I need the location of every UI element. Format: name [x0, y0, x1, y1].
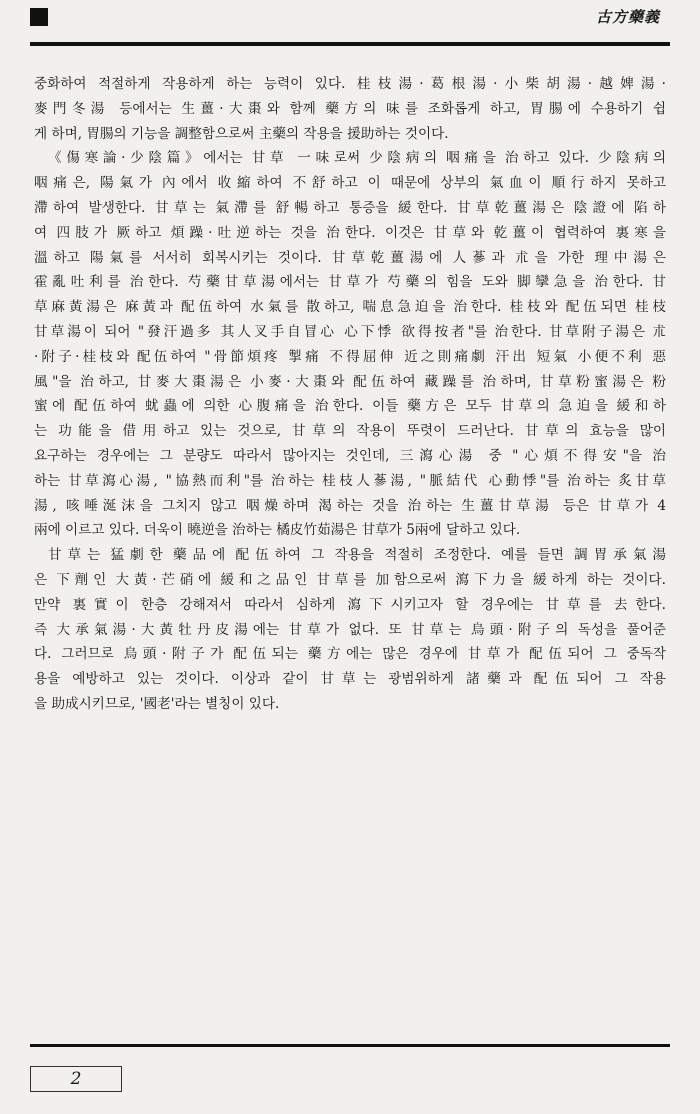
text-line: 여 四肢가 厥하고 煩躁·吐逆하는 것을 治한다. 이것은 甘草와 乾薑이 협력하여 裏寒을	[34, 224, 666, 241]
text-line: 하는 甘草瀉心湯, "協熱而利"를 治하는 桂枝人蔘湯, "脈結代 心動悸"를 治하는 炙甘草	[34, 472, 666, 489]
text-line: 만약 裏實이 한층 강해져서 따라서 심하게 瀉下시키고자 할 경우에는 甘草를 去한다.	[34, 596, 666, 613]
text-line: 용을 예방하고 있는 것이다. 이상과 같이 甘草는 광범위하게 諸藥과 配伍되어 그 작용	[34, 671, 666, 688]
text-line: 즉 大承氣湯·大黃牡丹皮湯에는 甘草가 없다. 또 甘草는 烏頭·附子의 독성을 풀어준	[34, 621, 666, 638]
text-line: 湯, 咳唾涎沫을 그치지 않고 咽燥하며 渴하는 것을 治하는 生薑甘草湯 등은 甘草가 4	[34, 497, 666, 514]
text-line: 《傷寒論·少陰篇》에서는 甘草 一味로써 少陰病의 咽痛을 治하고 있다. 少陰病의	[48, 150, 666, 167]
text-line: 麥門冬湯 등에서는 生薑·大棗와 함께 藥方의 味를 조화롭게 하고, 胃腸에 수용하기 쉽	[34, 100, 666, 117]
page-number: 2	[30, 1066, 122, 1092]
text-line: 다. 그러므로 烏頭·附子가 配伍되는 藥方에는 많은 경우에 甘草가 配伍되어 그 중독작	[34, 646, 666, 663]
text-line: 게 하며, 胃腸의 기능을 調整함으로써 主藥의 작용을 援助하는 것이다.	[34, 125, 449, 142]
text-line: 咽痛은, 陽氣가 內에서 收縮하여 不舒하고 이 때문에 상부의 氣血이 順行하지 못하고	[34, 175, 666, 192]
page-marker	[30, 8, 48, 26]
text-line: 甘草는 猛劇한 藥品에 配伍하여 그 작용을 적절히 조정한다. 예를 들면 調胃承氣湯	[48, 547, 666, 564]
text-line: 은 下劑인 大黃·芒硝에 緩和之品인 甘草를 加함으로써 瀉下力을 緩하게 하는 것이다.	[34, 571, 666, 588]
body-text	[34, 72, 666, 717]
text-line: 蜜에 配伍하여 蚘蟲에 의한 心腹痛을 治한다. 이들 藥方은 모두 甘草의 急迫을 緩和하	[34, 398, 666, 415]
text-line: 霍亂吐利를 治한다. 芍藥甘草湯에서는 甘草가 芍藥의 힘을 도와 脚攣急을 治한다. 甘	[34, 274, 666, 291]
text-line: 요구하는 경우에는 그 분량도 따라서 많아지는 것인데, 三瀉心湯 중 "心煩不得安"을 治	[34, 447, 666, 464]
running-header: 古方藥義	[595, 8, 660, 26]
text-line: 중화하여 적절하게 작용하게 하는 능력이 있다. 桂枝湯·葛根湯·小柴胡湯·越婢湯·	[34, 76, 666, 92]
text-line: 兩에 이르고 있다. 더욱이 曉逆을 治하는 橘皮竹茹湯은 甘草가 5兩에 달하고 있다.	[34, 522, 521, 539]
text-line: 溫하고 陽氣를 서서히 회복시키는 것이다. 甘草乾薑湯에 人蔘과 朮을 가한 理中湯은	[34, 249, 666, 266]
text-line: 는 功能을 借用하고 있는 것으로, 甘草의 작용이 뚜렷이 드러난다. 甘草의 효능을 많이	[34, 423, 666, 440]
text-line: 甘草湯이 되어 "發汗過多 其人叉手自冒心 心下悸 欲得按者"를 治한다. 甘草附子湯은 朮	[34, 323, 666, 340]
header-rule	[30, 42, 670, 46]
text-line: 草麻黃湯은 麻黃과 配伍하여 水氣를 散하고, 喘息急迫을 治한다. 桂枝와 配伍되면 桂枝	[34, 299, 666, 316]
text-line: 을 助成시키므로, '國老'라는 별칭이 있다.	[34, 695, 280, 712]
footer-rule	[30, 1044, 670, 1047]
text-line: ·附子·桂枝와 配伍하여 "骨節煩疼 掣痛 不得屈伸 近之則痛劇 汗出 短氣 小便不利 惡	[34, 348, 666, 365]
text-line: 滯하여 발생한다. 甘草는 氣滯를 舒暢하고 통증을 緩한다. 甘草乾薑湯은 陰證에 陷하	[34, 199, 666, 216]
text-line: 風"을 治하고, 甘麥大棗湯은 小麥·大棗와 配伍하여 藏躁를 治하며, 甘草粉蜜湯은 粉	[34, 373, 666, 390]
